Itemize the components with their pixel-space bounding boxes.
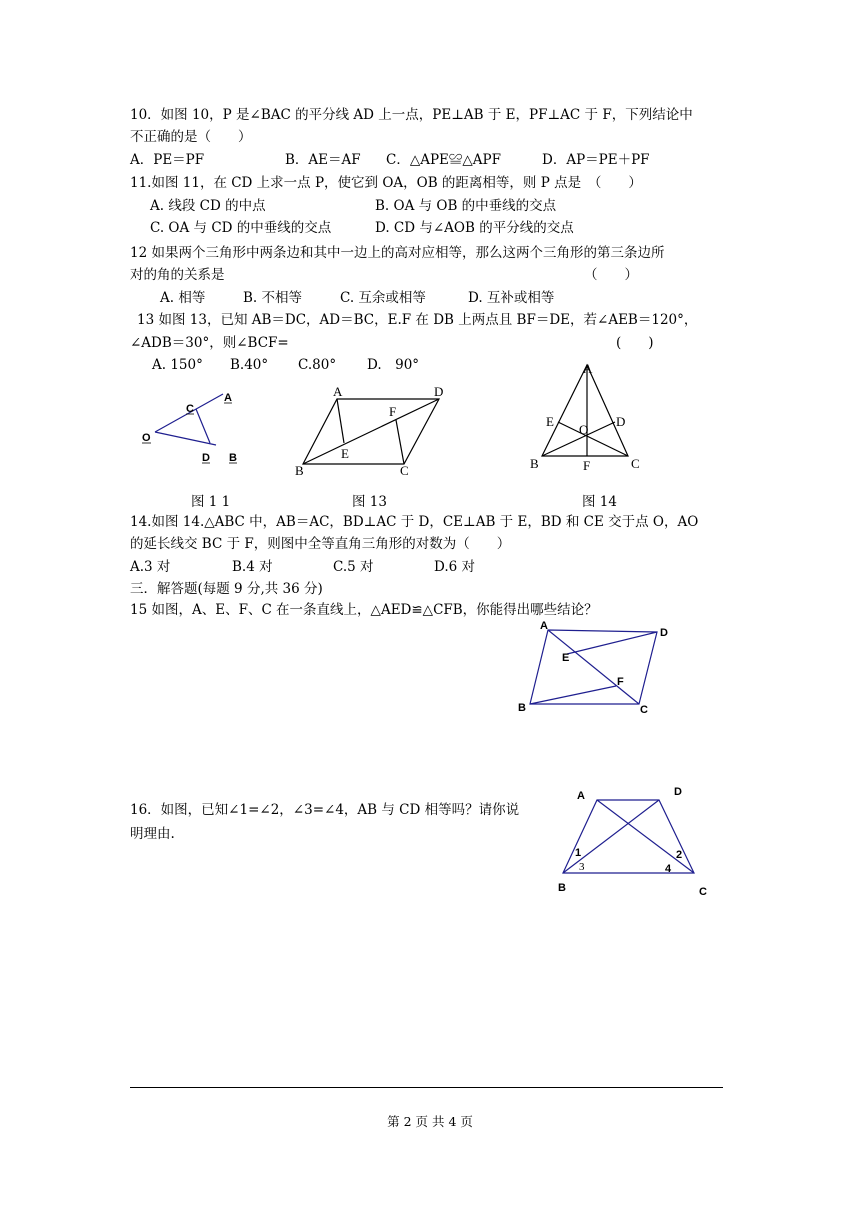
q10-option-b: B．AE＝AF — [285, 152, 361, 168]
q13-line1: 13 如图 13，已知 AB＝DC，AD＝BC，E.F 在 DB 上两点且 BF＝DE，若∠AEB＝120°， — [137, 312, 698, 328]
fig15-label-a: A — [540, 620, 548, 632]
q12-line1: 12 如果两个三角形中两条边和其中一边上的高对应相等，那么这两个三角形的第三条边所 — [130, 245, 665, 261]
fig11-label-b: B — [229, 452, 237, 464]
q13-option-b: B.40° — [230, 357, 269, 373]
fig14-label-a: A — [583, 361, 593, 376]
figure-15 — [512, 615, 687, 720]
q11-option-b: B. OA 与 OB 的中垂线的交点 — [375, 198, 557, 214]
figure-11 — [140, 385, 250, 470]
q12-blank: （ ） — [584, 267, 638, 283]
q10-option-c: C．△APE≌△APF — [386, 152, 501, 168]
fig11-label-d: D — [202, 452, 210, 464]
fig13-label-c: C — [400, 463, 409, 478]
fig14-label-d: D — [616, 414, 626, 429]
q12-line2: 对的角的关系是 — [130, 267, 225, 283]
figure-16 — [550, 780, 720, 900]
q10-option-d: D．AP＝PE＋PF — [542, 152, 650, 168]
page-number: 第 2 页 共 4 页 — [387, 1114, 473, 1129]
fig14-label-c: C — [631, 456, 640, 471]
fig14-label-f: F — [583, 458, 591, 473]
fig16-label-c: C — [699, 886, 707, 898]
q12-option-c: C. 互余或相等 — [340, 290, 426, 306]
q14-line2: 的延长线交 BC 于 F，则图中全等直角三角形的对数为（ ） — [130, 536, 511, 552]
q13-blank: ( ) — [616, 335, 654, 351]
q10-line1: 10．如图 10，P 是∠BAC 的平分线 AD 上一点，PE⊥AB 于 E，PF⊥AC 于 F，下列结论中 — [130, 107, 693, 123]
q14-option-d: D.6 对 — [434, 559, 476, 575]
fig11-caption: 图 1 1 — [191, 494, 231, 510]
q14-option-c: C.5 对 — [333, 559, 374, 575]
fig14-label-e: E — [546, 414, 554, 429]
fig15-label-e: E — [562, 652, 570, 664]
footer-rule — [130, 1087, 723, 1088]
q13-option-a: A. 150° — [152, 357, 203, 373]
fig15-label-c: C — [640, 704, 648, 716]
figure-13 — [293, 382, 453, 482]
q11-stem: 11.如图 11，在 CD 上求一点 P，使它到 OA，OB 的距离相等，则 P 点是 （ ） — [130, 175, 642, 191]
fig16-angle-1: 1 — [575, 847, 582, 859]
q11-option-d: D. CD 与∠AOB 的平分线的交点 — [375, 220, 574, 236]
q10-line2: 不正确的是（ ） — [130, 129, 252, 145]
fig16-angle-4: 4 — [665, 863, 672, 875]
q12-option-d: D. 互补或相等 — [468, 290, 555, 306]
q14-option-a: A.3 对 — [130, 559, 171, 575]
q12-option-b: B. 不相等 — [243, 290, 303, 306]
fig15-label-d: D — [660, 627, 668, 639]
fig13-label-e: E — [341, 446, 349, 461]
fig14-label-b: B — [530, 456, 539, 471]
q13-option-d: D. 90° — [367, 357, 420, 373]
fig13-label-d: D — [434, 384, 444, 399]
fig11-label-a: A — [224, 392, 232, 404]
fig11-label-c: C — [186, 403, 194, 415]
q10-option-a: A．PE＝PF — [130, 152, 205, 168]
fig13-label-a: A — [333, 384, 343, 399]
q16-line1: 16．如图，已知∠1=∠2，∠3=∠4，AB 与 CD 相等吗？请你说 — [130, 802, 520, 818]
fig14-label-o: O — [579, 422, 589, 437]
fig13-caption: 图 13 — [352, 494, 387, 510]
fig13-label-f: F — [389, 404, 397, 419]
q12-option-a: A. 相等 — [160, 290, 206, 306]
figure-14 — [525, 360, 655, 480]
q15-text: 15 如图，A、E、F、C 在一条直线上，△AED≌△CFB，你能得出哪些结论？ — [130, 602, 598, 618]
q16-line2: 明理由. — [130, 826, 175, 842]
fig16-angle-2: 2 — [676, 849, 683, 861]
q14-option-b: B.4 对 — [232, 559, 273, 575]
fig11-label-o: O — [142, 432, 151, 444]
fig14-caption: 图 14 — [582, 494, 617, 510]
fig15-label-b: B — [518, 702, 526, 714]
fig16-label-d: D — [674, 786, 682, 798]
q11-option-c: C. OA 与 CD 的中垂线的交点 — [150, 220, 332, 236]
fig16-label-b: B — [558, 882, 566, 894]
fig16-label-a: A — [577, 790, 585, 802]
section-3-heading: 三．解答题(每题 9 分,共 36 分) — [130, 581, 323, 597]
fig15-label-f: F — [617, 676, 624, 688]
q11-option-a: A. 线段 CD 的中点 — [150, 198, 266, 214]
q14-line1: 14.如图 14.△ABC 中，AB＝AC，BD⊥AC 于 D，CE⊥AB 于 E，BD 和 CE 交于点 O，AO — [130, 514, 699, 530]
fig13-label-b: B — [295, 463, 304, 478]
fig16-angle-3: 3 — [579, 861, 585, 873]
q13-option-c: C.80° — [298, 357, 337, 373]
q13-line2: ∠ADB＝30°，则∠BCF= — [130, 335, 289, 351]
